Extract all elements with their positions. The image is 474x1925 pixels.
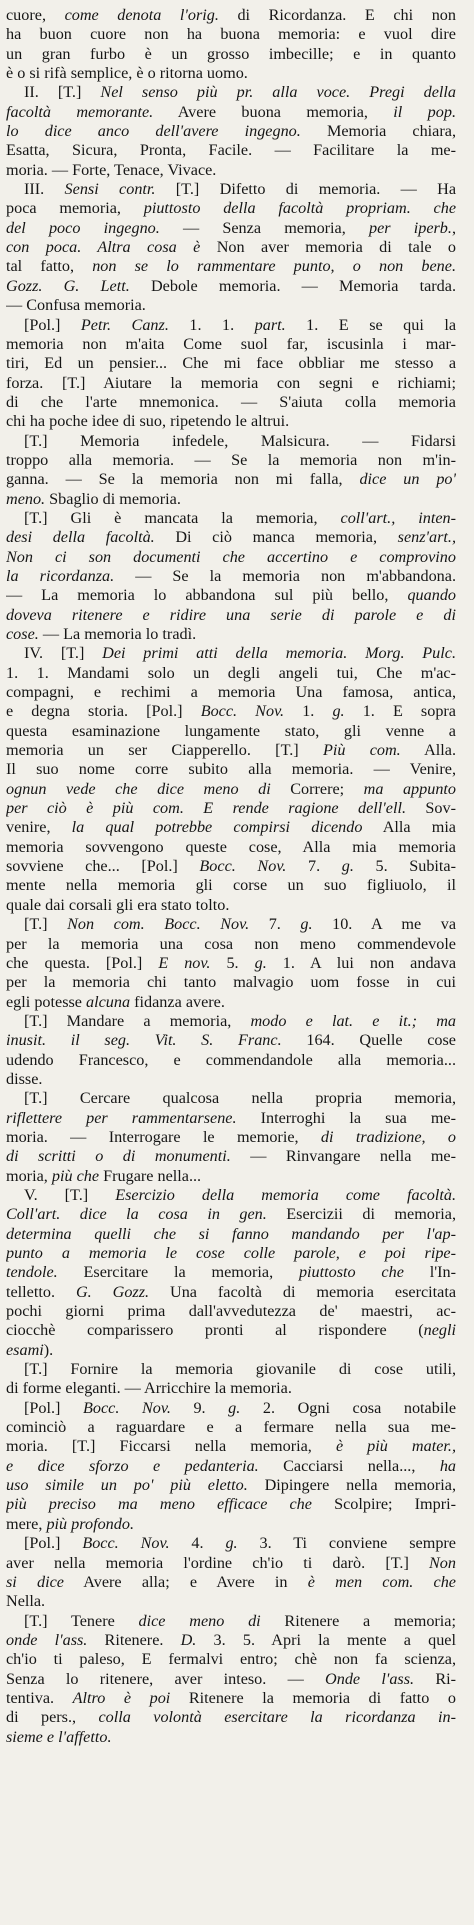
text-line: Gozz. G. Lett. Debole memoria. — Memoria tarda.	[6, 276, 456, 295]
text-line: e dice sforzo e pedanteria. Cacciarsi nella..., ha	[6, 1456, 456, 1475]
text-line: più preciso ma meno efficace che Scolpire; Impri-	[6, 1495, 456, 1514]
text-line: onde l'ass. Ritenere. D. 3. 5. Apri la mente a quel	[6, 1630, 456, 1649]
text-line: memoria sovvengono queste cose, Alla mia memoria	[6, 837, 456, 856]
text-line: per la memoria una cosa non meno commendevole	[6, 934, 456, 953]
text-line: Coll'art. dice la cosa in gen. Esercizii di memoria,	[6, 1205, 456, 1224]
text-line: mente nella memoria gli corse un suo figliuolo, il	[6, 876, 456, 895]
text-line: II. [T.] Nel senso più pr. alla voce. Pregi della	[24, 83, 456, 102]
text-line: tiri, Ed un pensier... Che mi face obbliar me stesso a	[6, 354, 456, 373]
text-line: [T.] Non com. Bocc. Nov. 7. g. 10. A me va	[24, 915, 456, 934]
text-line: [T.] Tenere dice meno di Ritenere a memoria;	[24, 1611, 456, 1630]
text-line: Il suo nome corre subito alla memoria. — Venire,	[6, 760, 456, 779]
text-line: di scritti o di monumenti. — Rinvangare nella me-	[6, 1147, 456, 1166]
text-line: facoltà memorante. Avere buona memoria, il pop.	[6, 102, 456, 121]
text-line: determina quelli che si fanno mandando per l'ap-	[6, 1224, 456, 1243]
text-line: ciocchè comparissero pronti al rispondere (negli	[6, 1321, 456, 1340]
text-line: Senza lo ritenere, aver inteso. — Onde l'ass. Ri-	[6, 1669, 456, 1688]
text-line: cose. — La memoria lo tradì.	[6, 625, 197, 643]
text-line: si dice Avere alla; e Avere in è men com. che	[6, 1572, 456, 1591]
text-line: [Pol.] Bocc. Nov. 4. g. 3. Ti conviene sempre	[24, 1534, 456, 1553]
text-line: [T.] Gli è mancata la memoria, coll'art., inten-	[24, 508, 456, 527]
text-line: per ciò è più com. E rende ragione dell'ell. Sov-	[6, 799, 456, 818]
text-line: III. Sensi contr. [T.] Difetto di memoria. — Ha	[24, 180, 456, 199]
text-line: di che l'arte mnemonica. — S'aiuta colla memoria	[6, 392, 456, 411]
text-line: moria. — Forte, Tenace, Vivace.	[6, 160, 217, 179]
text-line: e degna storia. [Pol.] Bocc. Nov. 1. g. 1. E sopra	[6, 702, 456, 721]
text-line: la ricordanza. — Se la memoria non m'abbandona.	[6, 566, 456, 585]
text-line: pochi giorni prima dall'avvedutezza de' maestri, ac-	[6, 1302, 456, 1321]
text-line: IV. [T.] Dei primi atti della memoria. Morg. Pulc.	[24, 644, 456, 663]
text-line: uso simile un po' più eletto. Dipingere nella memoria,	[6, 1476, 456, 1495]
text-line: Esatta, Sicura, Pronta, Facile. — Facilitare la me-	[6, 141, 456, 160]
text-line: [T.] Cercare qualcosa nella propria memoria,	[24, 1089, 456, 1108]
text-line: udendo Francesco, e commendandole alla memoria...	[6, 1050, 456, 1069]
text-line: V. [T.] Esercizio della memoria come facoltà.	[24, 1185, 456, 1204]
text-line: ganna. — Se la memoria non mi falla, dice un po'	[6, 470, 456, 489]
text-line: poca memoria, piuttosto della facoltà propriam. che	[6, 199, 456, 218]
text-line: sovviene che... [Pol.] Bocc. Nov. 7. g. 5. Subita-	[6, 857, 456, 876]
text-line: moria. — Interrogare le memorie, di tradizione, o	[6, 1127, 456, 1146]
text-line: compagni, e rechimi a memoria Una famosa, antica,	[6, 683, 456, 702]
text-line: questa esaminazione lungamente stato, gli venne a	[6, 721, 456, 740]
text-line: riflettere per rammentarsene. Interroghi la sua me-	[6, 1108, 456, 1127]
text-line: [T.] Mandare a memoria, modo e lat. e it.; ma	[24, 1011, 456, 1030]
text-line: egli potesse alcuna fidanza avere.	[6, 992, 225, 1011]
text-line: del poco ingegno. — Senza memoria, per iperb.,	[6, 218, 456, 237]
text-line: tal fatto, non se lo rammentare punto, o non bene.	[6, 257, 456, 276]
text-line: [T.] Memoria infedele, Malsicura. — Fidarsi	[24, 431, 456, 450]
text-line: per la memoria chi tanto malvagio uom fosse in cui	[6, 973, 456, 992]
text-line: [Pol.] Bocc. Nov. 9. g. 2. Ogni cosa notabile	[24, 1398, 456, 1417]
text-line: tentiva. Altro è poi Ritenere la memoria di fatto o	[6, 1688, 456, 1707]
text-line: esami).	[6, 1340, 54, 1359]
text-line: Non ci son documenti che accertino e comprovino	[6, 547, 456, 566]
text-line: telletto. G. Gozz. Una facoltà di memoria esercitata	[6, 1282, 456, 1301]
text-line: chi ha poche idee di suo, ripetendo le altrui.	[6, 412, 290, 431]
text-line: mere, più profondo.	[6, 1514, 134, 1533]
text-line: moria, più che Frugare nella...	[6, 1166, 202, 1185]
text-line: — Confusa memoria.	[6, 296, 146, 315]
text-line: che questa. [Pol.] E nov. 5. g. 1. A lui non andava	[6, 953, 456, 972]
text-line: ognun vede che dice meno di Correre; ma appunto	[6, 779, 456, 798]
text-line: [Pol.] Petr. Canz. 1. 1. part. 1. E se qui la	[24, 315, 456, 334]
text-line: cuore, come denota l'orig. di Ricordanza. E chi non	[6, 6, 456, 24]
text-line: moria. [T.] Ficcarsi nella memoria, è più mater.,	[6, 1437, 456, 1456]
text-line: punto a memoria le cose colle parole, e poi ripe-	[6, 1244, 456, 1262]
text-line: tendole. Esercitare la memoria, piuttosto che l'In-	[6, 1263, 456, 1282]
text-line: con poca. Altra cosa è Non aver memoria di tale o	[6, 238, 456, 257]
text-line: un gran furbo è un grosso imbecille; e in quanto	[6, 44, 456, 63]
text-line: 1. 1. Mandami solo un degli angeli tui, Che m'ac-	[6, 663, 456, 682]
text-line: venire, la qual potrebbe compirsi dicendo Alla mia	[6, 818, 456, 837]
text-line: [T.] Fornire la memoria giovanile di cose utili,	[24, 1360, 456, 1379]
text-line: di pers., colla volontà esercitare la ricordanza in-	[6, 1708, 456, 1727]
text-line: disse.	[6, 1069, 43, 1088]
text-line: ha buon cuore non ha buona memoria: e vuol dire	[6, 25, 456, 44]
text-line: sieme e l'affetto.	[6, 1727, 112, 1746]
text-line: quale dai corsali gli era stato tolto.	[6, 895, 230, 914]
text-line: di forme eleganti. — Arricchire la memoria.	[6, 1379, 292, 1398]
text-line: lo dice anco dell'avere ingegno. Memoria chiara,	[6, 122, 456, 141]
text-line: Nella.	[6, 1592, 46, 1611]
text-line: inusit. il seg. Vit. S. Franc. 164. Quelle cose	[6, 1031, 456, 1050]
text-line: memoria non m'aita Come suol far, iscusinla i mar-	[6, 334, 456, 353]
text-line: ch'io ti paleso, E fermalvi entro; chè non fa scienza,	[6, 1650, 456, 1669]
text-line: aver nella memoria l'ordine ch'io ti darò. [T.] Non	[6, 1553, 456, 1572]
text-line: cominciò a raguardare e a fermare nella sua me-	[6, 1418, 456, 1437]
text-line: troppo alla memoria. — Se la memoria non m'in-	[6, 450, 456, 469]
text-line: forza. [T.] Aiutare la memoria con segni e richiami;	[6, 373, 456, 392]
text-line: meno. Sbaglio di memoria.	[6, 489, 181, 508]
text-line: memoria un ser Ciapperello. [T.] Più com. Alla.	[6, 741, 456, 760]
text-line: — La memoria lo abbandona sul più bello, quando	[6, 586, 456, 605]
text-line: desi della facoltà. Di ciò manca memoria, senz'art.,	[6, 528, 456, 547]
text-line: è o si rifà semplice, è o ritorna uomo.	[6, 64, 248, 83]
text-line: doveva ritenere e ridire una serie di parole e di	[6, 605, 456, 624]
